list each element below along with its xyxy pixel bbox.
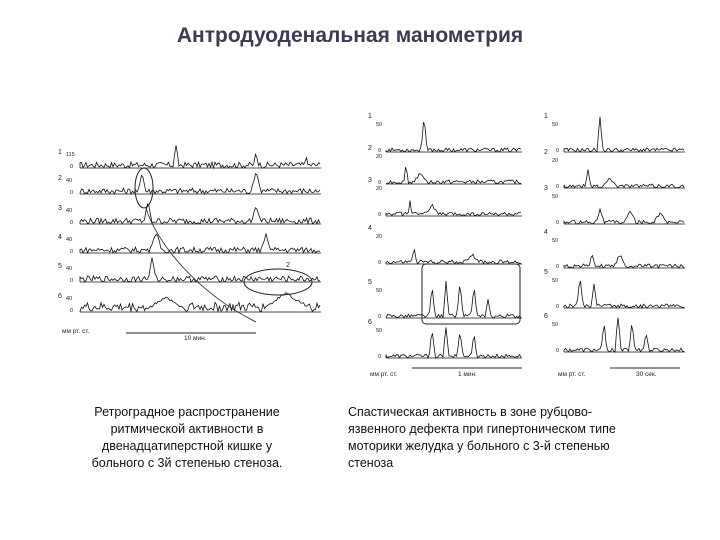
zero-label: 0 xyxy=(378,260,382,266)
zero-label: 0 xyxy=(556,184,560,190)
channel-label: 5 xyxy=(368,279,372,286)
unit-label: мм рт. ст. xyxy=(62,328,90,335)
scale-label: 50 xyxy=(376,122,383,128)
channel-label: 3 xyxy=(544,185,548,192)
pressure-trace xyxy=(386,250,521,264)
pressure-trace xyxy=(80,234,320,254)
channel-label: 4 xyxy=(368,225,372,232)
pressure-trace xyxy=(386,122,521,152)
manometry-figure-middle-svg xyxy=(362,112,532,382)
caption-left xyxy=(62,404,312,472)
channel-label: 6 xyxy=(368,319,372,326)
zero-label: 0 xyxy=(556,348,560,354)
zero-label: 0 xyxy=(378,148,382,154)
caption-line: язвенного дефекта при гипертоническом типе xyxy=(348,422,616,436)
scale-label: 50 xyxy=(552,194,559,200)
time-scale-label: 1 мин. xyxy=(458,371,477,378)
caption-line: двенадцатиперстной кишке у xyxy=(101,439,273,453)
zero-label: 0 xyxy=(70,278,74,284)
scale-label: 20 xyxy=(376,186,383,192)
scale-label: 50 xyxy=(552,122,559,128)
manometry-figure-left xyxy=(56,132,336,342)
zero-label: 0 xyxy=(556,148,560,154)
pressure-trace xyxy=(564,117,684,152)
channel-label: 6 xyxy=(58,293,62,300)
manometry-figure-middle xyxy=(362,112,532,382)
highlight-ellipse-1 xyxy=(135,168,153,208)
pressure-trace xyxy=(386,167,521,184)
caption-line: Спастическая активность в зоне рубцово- xyxy=(348,405,593,419)
unit-label: мм рт. ст. xyxy=(558,371,586,378)
channel-label: 5 xyxy=(58,263,62,270)
pressure-trace xyxy=(564,209,684,224)
channel-label: 1 xyxy=(544,113,548,120)
pressure-trace xyxy=(564,318,684,352)
pressure-trace xyxy=(386,281,521,318)
scale-label: 40 xyxy=(66,178,73,184)
scale-label: 40 xyxy=(66,237,73,243)
caption-line: Ретроградное распространение xyxy=(94,405,280,419)
zero-label: 0 xyxy=(556,220,560,226)
time-scale-label: 30 сек. xyxy=(636,371,657,378)
channel-label: 5 xyxy=(544,269,548,276)
scale-label: 40 xyxy=(66,208,73,214)
pressure-trace xyxy=(80,174,320,194)
scale-label: 115 xyxy=(66,152,75,158)
channel-label: 2 xyxy=(58,175,62,182)
caption-line: ритмической активности в xyxy=(110,422,264,436)
scale-label: 50 xyxy=(376,288,383,294)
channel-label: 2 xyxy=(544,149,548,156)
scale-label: 20 xyxy=(376,234,383,240)
pressure-trace xyxy=(80,204,320,224)
scale-label: 20 xyxy=(376,154,383,160)
annotation-label: 2 xyxy=(286,262,290,269)
manometry-figure-left-svg xyxy=(56,132,336,342)
pressure-trace xyxy=(80,145,320,168)
zero-label: 0 xyxy=(378,212,382,218)
channel-label: 1 xyxy=(368,113,372,120)
channel-label: 3 xyxy=(368,177,372,184)
channel-label: 4 xyxy=(58,234,62,241)
manometry-figure-right-svg xyxy=(540,112,690,382)
zero-label: 0 xyxy=(378,354,382,360)
zero-label: 0 xyxy=(70,190,74,196)
scale-label: 50 xyxy=(376,328,383,334)
pressure-trace xyxy=(80,293,320,312)
zero-label: 0 xyxy=(378,180,382,186)
zero-label: 0 xyxy=(70,249,74,255)
zero-label: 0 xyxy=(70,220,74,226)
pressure-trace xyxy=(386,201,521,217)
scale-label: 40 xyxy=(66,296,73,302)
channel-label: 4 xyxy=(544,229,548,236)
channel-label: 3 xyxy=(58,205,62,212)
scale-label: 20 xyxy=(552,158,559,164)
zero-label: 0 xyxy=(556,264,560,270)
zero-label: 0 xyxy=(70,308,74,314)
zero-label: 0 xyxy=(70,164,74,170)
zero-label: 0 xyxy=(556,304,560,310)
manometry-figure-right xyxy=(540,112,690,382)
pressure-trace xyxy=(386,327,521,358)
highlight-box xyxy=(422,264,520,324)
channel-label: 1 xyxy=(58,149,62,156)
slide-title: Антродуоденальная манометрия xyxy=(176,24,524,47)
scale-label: 50 xyxy=(552,238,559,244)
scale-label: 50 xyxy=(552,278,559,284)
unit-label: мм рт. ст. xyxy=(370,371,398,378)
zero-label: 0 xyxy=(378,314,382,320)
channel-label: 2 xyxy=(368,145,372,152)
scale-label: 40 xyxy=(66,266,73,272)
pressure-trace xyxy=(564,169,684,188)
pressure-trace xyxy=(564,281,684,308)
pressure-trace xyxy=(564,256,684,268)
caption-line: стеноза xyxy=(348,456,394,470)
scale-label: 50 xyxy=(552,322,559,328)
caption-right xyxy=(348,404,648,472)
caption-line: больного с 3й степенью стеноза. xyxy=(91,456,283,470)
caption-line: моторики желудка у больного с 3-й степенью xyxy=(348,439,610,453)
pressure-trace xyxy=(80,258,320,282)
time-scale-label: 10 мин. xyxy=(184,335,207,342)
channel-label: 6 xyxy=(544,313,548,320)
